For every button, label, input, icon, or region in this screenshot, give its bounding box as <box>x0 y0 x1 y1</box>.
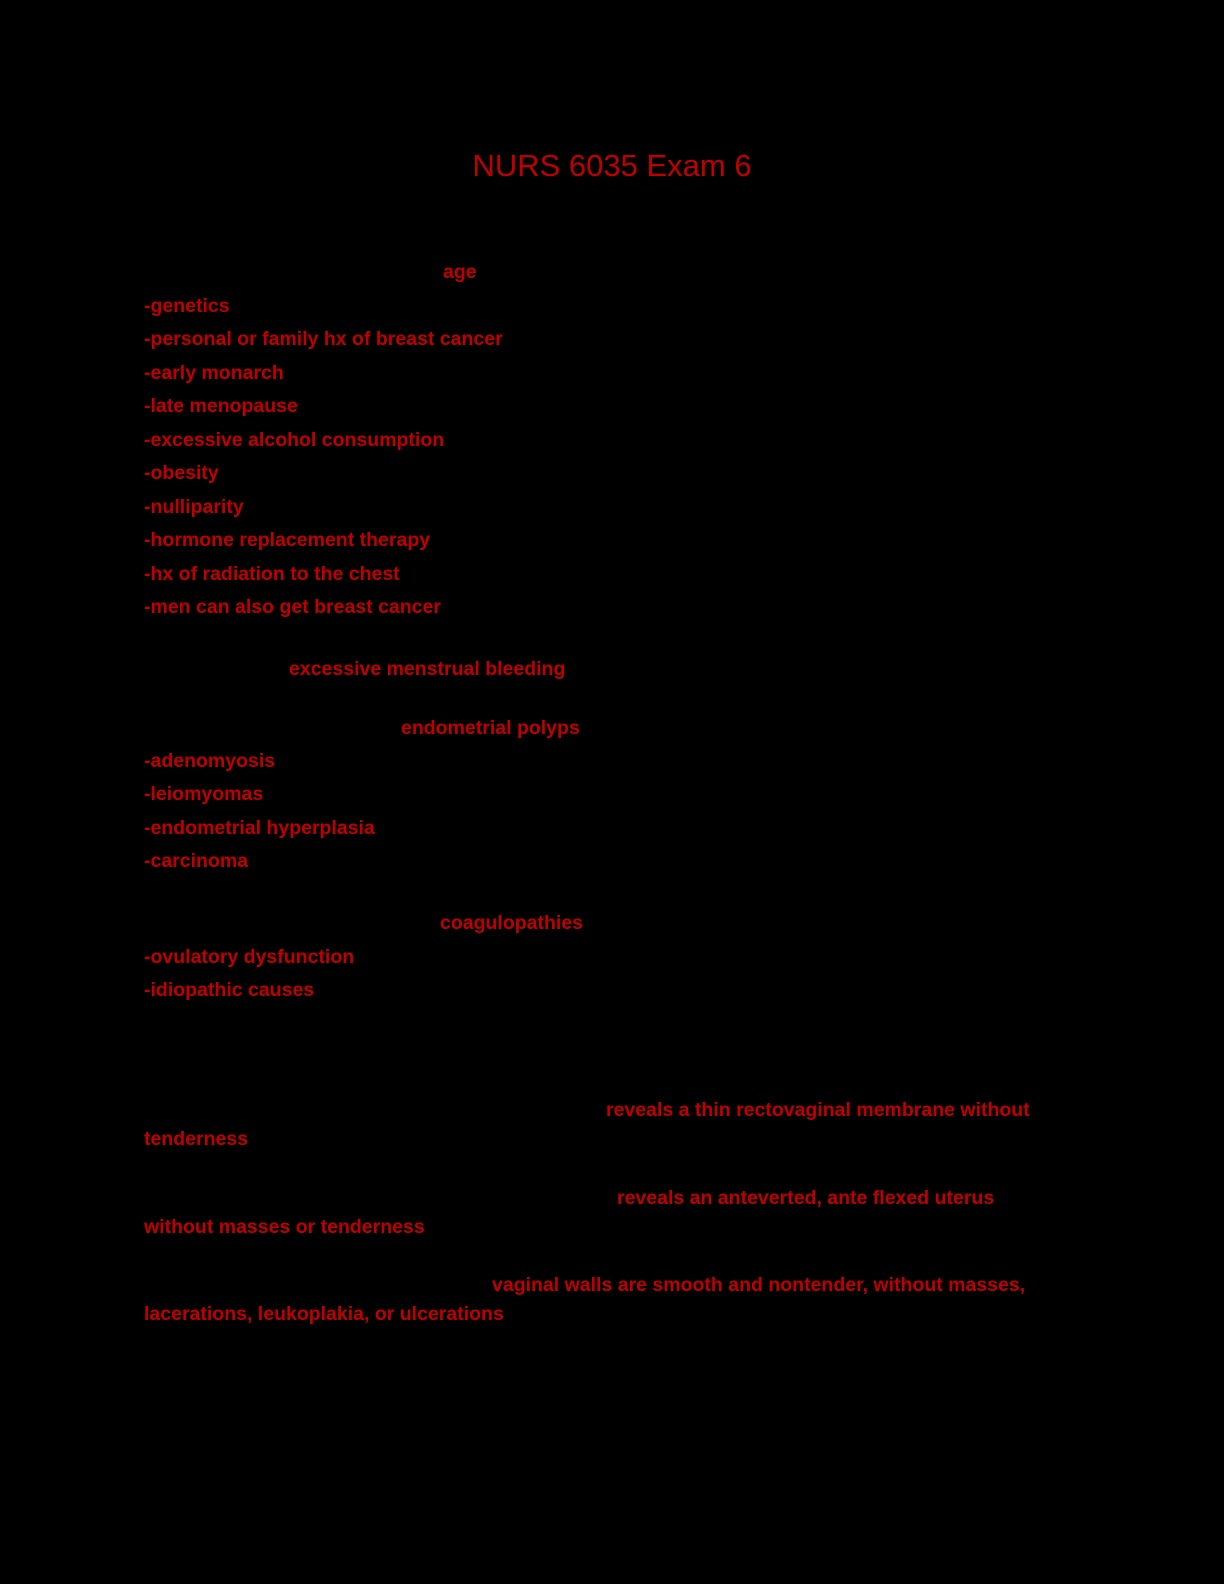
finding-text-continued: tenderness <box>144 1128 249 1150</box>
document-title: NURS 6035 Exam 6 <box>472 148 752 183</box>
list-item: -personal or family hx of breast cancer <box>144 328 503 350</box>
list-item: -hx of radiation to the chest <box>144 563 400 585</box>
finding-text: reveals an anteverted, ante flexed uterus <box>617 1187 995 1209</box>
finding-text: vaginal walls are smooth and nontender, without masses, <box>492 1274 1026 1296</box>
finding-text-continued: without masses or tenderness <box>144 1216 425 1238</box>
list-item: -adenomyosis <box>144 750 276 772</box>
list-item: -excessive alcohol consumption <box>144 429 445 451</box>
list-item: -hormone replacement therapy <box>144 529 431 551</box>
list-item: -carcinoma <box>144 850 249 872</box>
list-item: -idiopathic causes <box>144 979 315 1001</box>
answer-first-item: endometrial polyps <box>401 717 580 739</box>
list-item: -leiomyomas <box>144 783 264 805</box>
list-item: -endometrial hyperplasia <box>144 817 375 839</box>
list-item: -obesity <box>144 462 219 484</box>
list-item: -ovulatory dysfunction <box>144 946 355 968</box>
list-item: -late menopause <box>144 395 298 417</box>
finding-text-continued: lacerations, leukoplakia, or ulcerations <box>144 1303 504 1325</box>
answer-first-item: age <box>443 261 477 283</box>
list-item: -men can also get breast cancer <box>144 596 441 618</box>
answer-text: excessive menstrual bleeding <box>289 658 566 680</box>
list-item: -nulliparity <box>144 496 244 518</box>
finding-text: reveals a thin rectovaginal membrane without <box>606 1099 1030 1121</box>
list-item: -early monarch <box>144 362 284 384</box>
list-item: -genetics <box>144 295 230 317</box>
answer-first-item: coagulopathies <box>440 912 584 934</box>
